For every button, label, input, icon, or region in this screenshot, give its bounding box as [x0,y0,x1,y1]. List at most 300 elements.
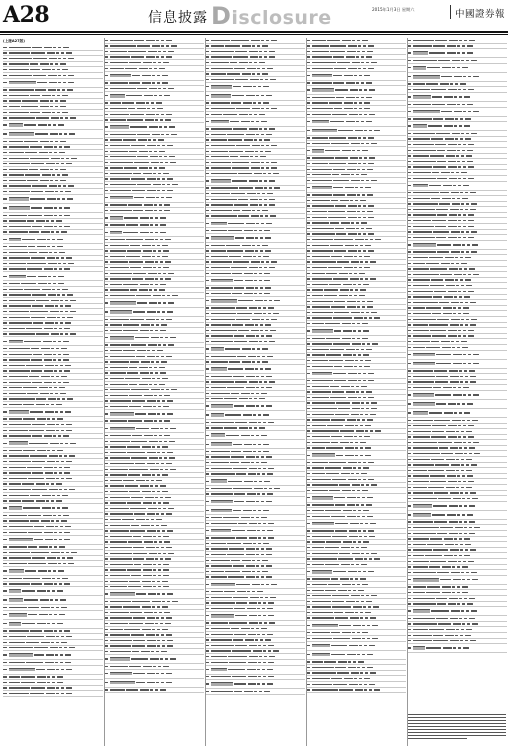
table-cell [33,354,42,355]
table-cell [9,365,25,366]
table-cell [413,45,432,46]
table-cell [50,169,53,170]
table-cell [340,578,349,579]
table-cell [463,647,469,648]
table-cell [273,650,279,651]
table-cell [3,294,7,295]
table-cell [249,537,257,538]
table-cell [344,256,353,257]
table-cell [211,361,228,362]
table-cell [363,373,366,374]
table-cell [70,117,76,118]
table-cell [413,425,431,426]
table-cell [58,354,61,355]
table-cell [166,356,172,357]
table-cell [59,546,65,547]
table-cell [54,387,57,388]
table-cell [154,612,157,613]
footnote-line [408,726,506,727]
table-cell [262,348,268,349]
table-cell [351,261,359,262]
table-cell [464,296,470,297]
table-cell [251,330,259,331]
table-cell [228,139,242,140]
table-cell [436,598,447,599]
table-cell [271,108,277,109]
table-cell [231,456,244,457]
table-cell [264,656,267,657]
table-cell [159,612,162,613]
table-cell [413,133,435,134]
table-cell [211,114,222,115]
table-cell [142,82,151,83]
table-cell [457,586,460,587]
table-cell [145,239,154,240]
table-cell [167,452,173,453]
table-cell [211,622,228,623]
table-cell [54,215,57,216]
table-cell [259,280,262,281]
table-cell [359,366,362,367]
table-cell [265,639,271,640]
table-cell [3,590,7,591]
table-cell [55,63,58,64]
table-cell [256,456,259,457]
table-cell [437,150,445,151]
table-cell [345,360,354,361]
table-cell [161,682,164,683]
table-cell [469,40,475,41]
table-cell [368,250,374,251]
table-cell [159,68,165,69]
table-cell [144,435,153,436]
table-cell [463,291,466,292]
table-row [104,410,204,419]
table-cell [426,347,440,348]
table-cell [60,526,63,527]
table-cell [343,541,352,542]
table-cell [437,603,446,604]
table-cell [263,451,269,452]
table-row [104,670,204,679]
table-cell [55,662,58,663]
table-cell [110,564,133,565]
table-cell [256,548,259,549]
table-cell [458,237,461,238]
table-cell [444,555,453,556]
table-cell [29,252,37,253]
table-cell [264,180,267,181]
table-cell [9,489,31,490]
table-cell [444,296,453,297]
table-cell [3,411,7,412]
table-cell [232,162,249,163]
table-cell [358,205,361,206]
section-title-en [211,2,332,30]
table-cell [331,442,338,443]
table-cell [362,667,365,668]
table-cell [53,354,56,355]
table-cell [65,526,71,527]
table-cell [153,406,156,407]
table-cell [442,566,451,567]
table-cell [429,257,443,258]
table-cell [65,300,68,301]
table-cell [236,108,250,109]
table-cell [360,523,363,524]
table-cell [110,162,133,163]
table-cell [462,104,465,105]
table-row [3,504,103,513]
table-cell [163,173,169,174]
table-cell [361,601,364,602]
table-cell [413,75,440,79]
table-cell [51,552,60,553]
column-divider [205,38,206,746]
table-cell [366,391,372,392]
table-cell [461,470,464,471]
table-cell [312,45,329,46]
table-cell [429,412,442,413]
table-cell [25,174,40,175]
table-cell [254,273,257,274]
table-cell [54,614,57,615]
table-cell [152,491,155,492]
table-cell [254,427,257,428]
table-cell [159,435,162,436]
table-cell [457,52,460,53]
table-row [3,620,103,629]
table-cell [358,354,361,355]
table-cell [211,85,232,89]
table-cell [137,350,146,351]
table-cell [265,79,268,80]
table-cell [465,635,471,636]
table-cell [3,607,7,608]
table-cell [211,634,233,635]
table-cell [413,138,430,139]
table-cell [238,300,253,301]
table-cell [362,516,365,517]
table-cell [123,284,138,285]
table-cell [361,228,364,229]
table-cell [450,324,459,325]
table-cell [211,614,234,618]
table-cell [263,523,266,524]
table-cell [459,505,462,506]
table-cell [460,635,463,636]
table-cell [361,595,364,596]
table-cell [258,307,261,308]
table-cell [9,424,31,425]
table-cell [368,373,374,374]
table-cell [249,341,258,342]
table-cell [165,261,171,262]
table-cell [264,691,270,692]
table-cell [146,114,155,115]
table-cell [460,381,463,382]
table-cell [254,139,257,140]
table-cell [211,40,230,41]
table-cell [312,82,332,83]
table-cell [64,268,70,269]
table-cell [466,610,469,611]
table-cell [312,186,332,190]
table-cell [249,645,257,646]
table-cell [253,451,256,452]
table-cell [462,566,468,567]
table-cell [357,306,360,307]
table-cell [26,365,43,366]
table-cell [233,56,248,57]
table-cell [22,623,35,624]
table-cell [110,204,127,205]
table-row [104,308,204,317]
table-row [3,666,103,675]
table-cell [3,158,7,159]
table-cell [265,324,271,325]
table-cell [230,121,239,122]
table-cell [448,403,456,404]
table-cell [351,473,354,474]
table-cell [454,76,462,77]
table-cell [9,106,20,107]
table-cell [147,673,155,674]
table-cell [127,452,145,453]
table-cell [110,634,130,635]
table-cell [110,497,130,498]
table-cell [133,673,145,674]
table-cell [211,413,224,417]
table-row [306,451,406,460]
table-cell [269,128,275,129]
table-cell [211,554,226,555]
table-cell [356,391,359,392]
table-cell [367,169,373,170]
table-cell [224,591,235,592]
table-cell [361,312,364,313]
table-cell [139,289,148,290]
table-cell [3,398,7,399]
table-cell [250,597,259,598]
table-cell [234,501,244,502]
table-cell [264,622,267,623]
table-cell [473,274,479,275]
table-cell [460,302,463,303]
table-cell [160,224,166,225]
table-row [104,299,204,308]
table-cell [250,156,253,157]
table-cell [28,478,44,479]
table-cell [211,261,232,262]
table-cell [329,284,341,285]
table-cell [241,462,250,463]
table-cell [368,479,374,480]
table-cell [159,541,162,542]
table-cell [57,294,60,295]
table-cell [472,498,478,499]
table-cell [441,263,450,264]
table-cell [59,583,62,584]
table-cell [249,422,257,423]
table-cell [28,614,37,615]
table-cell [467,498,470,499]
table-cell [48,263,57,264]
table-cell [266,576,272,577]
table-cell [166,114,172,115]
table-row [3,536,103,545]
table-cell [170,428,176,429]
table-cell [354,317,363,318]
table-cell [261,435,267,436]
table-cell [413,629,428,630]
table-cell [257,193,260,194]
table-row [205,411,305,420]
table-cell [440,83,449,84]
table-cell [155,497,158,498]
table-cell [157,606,160,607]
table-cell [258,602,261,603]
table-cell [263,307,266,308]
table-cell [153,666,156,667]
table-cell [156,673,159,674]
table-cell [367,306,373,307]
table-cell [312,211,327,212]
table-cell [357,40,360,41]
table-cell [264,139,270,140]
table-cell [312,62,336,63]
table-cell [369,317,372,318]
table-cell [468,425,474,426]
table-cell [267,193,273,194]
table-cell [360,672,363,673]
table-cell [353,606,362,607]
table-cell [243,510,252,511]
table-cell [441,453,453,454]
table-cell [261,554,264,555]
table-cell [3,220,7,221]
table-cell [447,150,456,151]
table-cell [3,174,7,175]
table-cell [162,75,168,76]
table-cell [354,75,357,76]
table-cell [59,226,62,227]
table-cell [29,169,38,170]
table-cell [48,75,57,76]
table-cell [413,492,433,493]
table-cell [160,278,163,279]
table-row [104,655,204,664]
table-cell [354,102,357,103]
table-cell [154,289,157,290]
table-cell [443,307,452,308]
table-cell [9,538,33,542]
table-cell [345,447,354,448]
table-cell [143,267,152,268]
table-cell [235,422,247,423]
table-cell [351,180,360,181]
table-cell [165,658,168,659]
table-cell [211,500,233,504]
table-cell [150,485,153,486]
table-cell [168,88,174,89]
table-cell [161,673,164,674]
table-cell [166,547,172,548]
table-cell [466,470,472,471]
table-cell [235,79,248,80]
table-cell [9,95,29,96]
table-cell [3,226,7,227]
table-cell [251,121,254,122]
table-cell [3,455,7,456]
table-cell [236,537,247,538]
table-cell [350,289,353,290]
table-cell [9,467,26,468]
table-cell [252,210,255,211]
table-cell [38,276,47,277]
table-cell [413,420,433,421]
table-cell [312,667,334,668]
table-cell [457,104,460,105]
table-cell [153,295,161,296]
table-cell [261,162,264,163]
table-cell [129,406,141,407]
table-cell [131,389,149,390]
table-cell [464,125,470,126]
table-cell [68,263,74,264]
table-cell [159,210,162,211]
table-cell [456,172,459,173]
table-cell [332,595,349,596]
table-cell [433,505,447,506]
table-cell [3,311,7,312]
table-cell [3,552,7,553]
table-cell [352,402,360,403]
table-cell [47,52,55,53]
table-cell [333,194,345,195]
table-cell [247,193,256,194]
table-cell [330,397,346,398]
table-cell [473,111,479,112]
table-cell [44,268,53,269]
table-cell [458,481,461,482]
table-cell [211,307,235,308]
table-cell [46,478,55,479]
table-cell [60,322,63,323]
table-cell [325,467,341,468]
table-cell [413,231,432,232]
table-cell [162,645,165,646]
table-cell [232,293,242,294]
table-cell [245,250,254,251]
table-cell [456,263,459,264]
table-cell [461,459,464,460]
table-cell [30,198,45,199]
table-row [306,688,406,694]
table-cell [110,389,130,390]
table-cell [52,495,55,496]
table-cell [30,146,42,147]
table-cell [58,382,61,383]
table-cell [64,467,70,468]
table-cell [143,569,152,570]
table-cell [110,575,130,576]
table-cell [427,586,440,587]
table-cell [25,152,37,153]
table-cell [57,95,60,96]
table-cell [312,536,331,537]
table-cell [263,650,266,651]
